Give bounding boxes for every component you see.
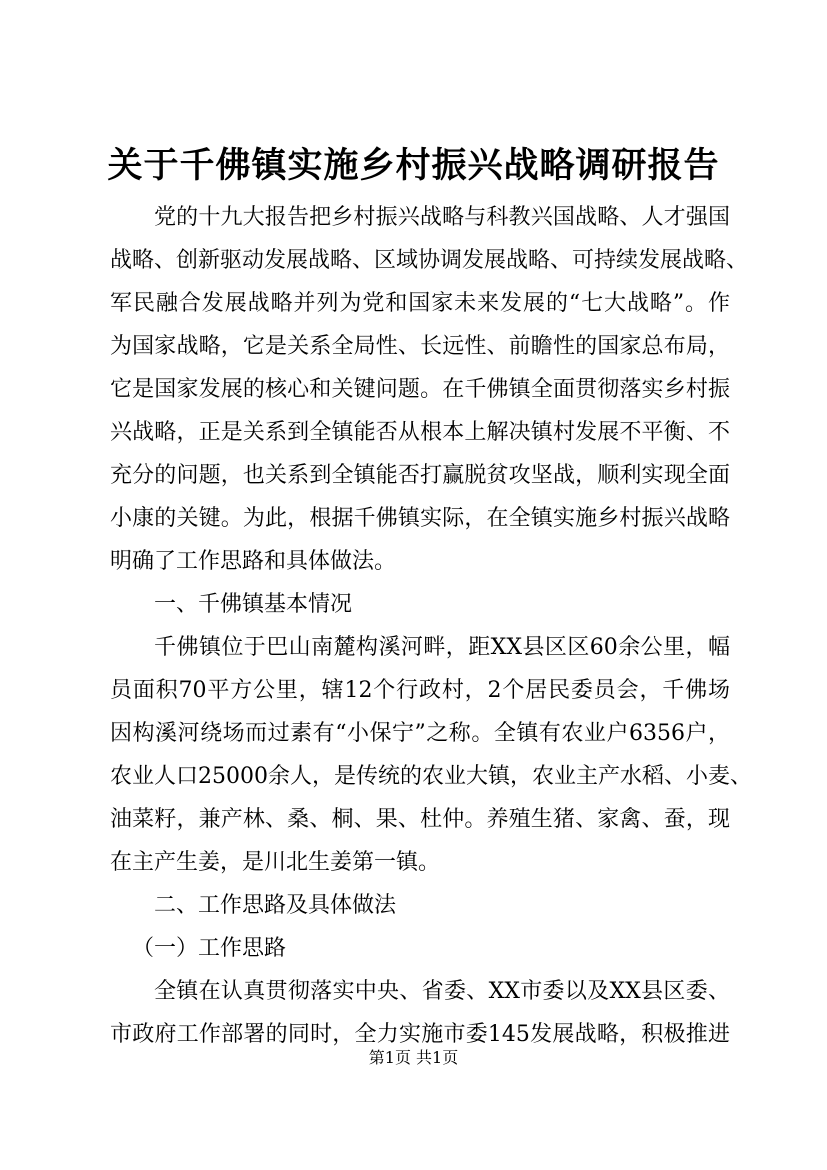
paragraph-line: 在主产生姜，是川北生姜第一镇。: [110, 850, 441, 875]
page-footer: 第1页 共1页: [368, 1048, 459, 1067]
paragraph-line: 党的十九大报告把乡村振兴战略与科教兴国战略、人才强国: [154, 205, 730, 230]
paragraph-line: 小康的关键。为此，根据千佛镇实际，在全镇实施乡村振兴战略: [110, 506, 730, 531]
paragraph-line: 员面积70平方公里，辖12个行政村，2个居民委员会，千佛场: [110, 678, 730, 703]
paragraph-line: 油菜籽，兼产林、桑、桐、果、杜仲。养殖生猪、家禽、蚕，现: [110, 807, 730, 832]
paragraph-line: 明确了工作思路和具体做法。: [110, 549, 397, 574]
paragraph-line: 为国家战略，它是关系全局性、长远性、前瞻性的国家总布局，: [110, 334, 730, 359]
section-heading: 一、千佛镇基本情况: [154, 592, 353, 617]
document-title: 关于千佛镇实施乡村振兴战略调研报告: [107, 145, 720, 186]
paragraph-line: 战略、创新驱动发展战略、区域协调发展战略、可持续发展战略、: [110, 248, 749, 273]
section-heading: 二、工作思路及具体做法: [154, 893, 397, 918]
paragraph-line: 兴战略，正是关系到全镇能否从根本上解决镇村发展不平衡、不: [110, 420, 730, 445]
paragraph-line: 充分的问题，也关系到全镇能否打赢脱贫攻坚战，顺利实现全面: [110, 463, 730, 488]
paragraph-line: 市政府工作部署的同时，全力实施市委145发展战略，积极推进: [110, 1022, 730, 1047]
paragraph-line: 军民融合发展战略并列为党和国家未来发展的“七大战略”。作: [110, 291, 730, 316]
paragraph-line: 因构溪河绕场而过素有“小保宁”之称。全镇有农业户6356户，: [110, 721, 730, 746]
document-body: [110, 196, 752, 1056]
subsection-heading: （一）工作思路: [132, 936, 287, 961]
paragraph-line: 千佛镇位于巴山南麓构溪河畔，距XX县区区60余公里，幅: [154, 635, 730, 660]
paragraph-line: 它是国家发展的核心和关键问题。在千佛镇全面贯彻落实乡村振: [110, 377, 730, 402]
paragraph-line: 农业人口25000余人，是传统的农业大镇，农业主产水稻、小麦、: [110, 764, 752, 789]
paragraph-line: 全镇在认真贯彻落实中央、省委、XX市委以及XX县区委、: [154, 979, 730, 1004]
